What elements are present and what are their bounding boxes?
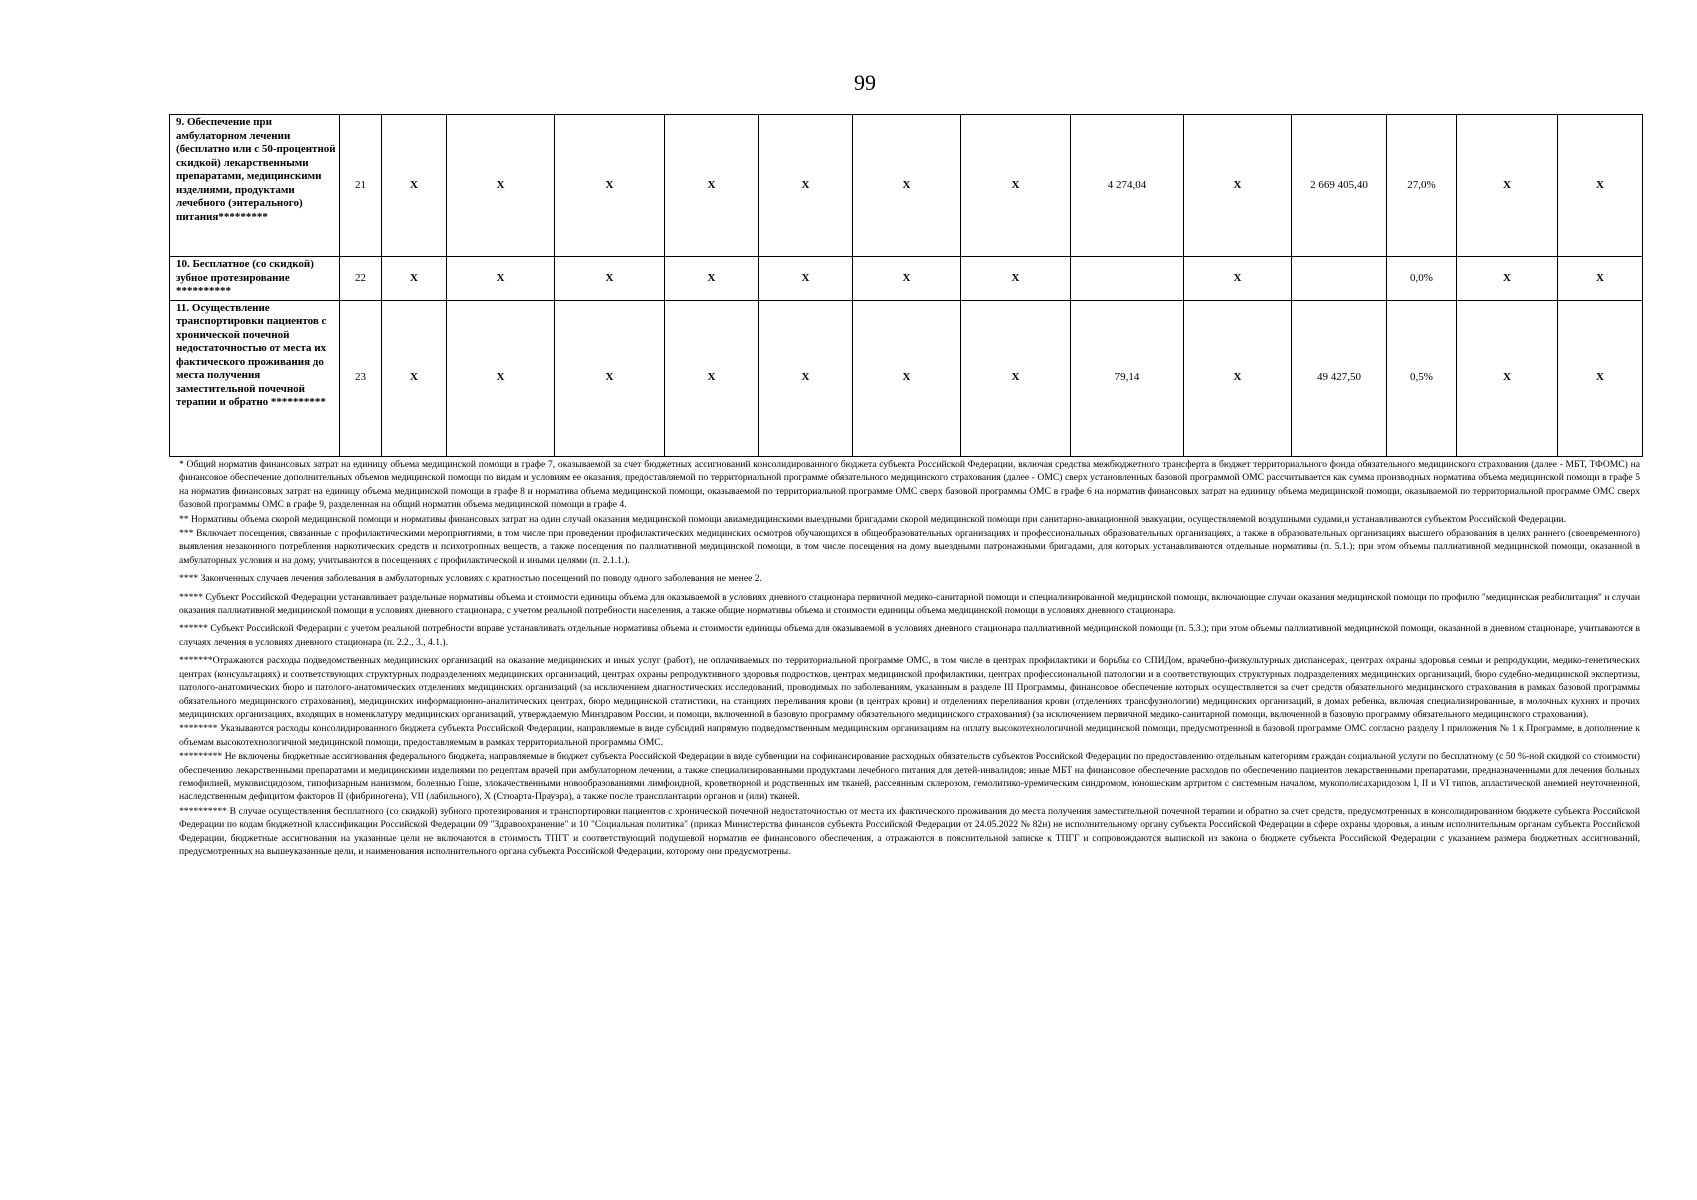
row-number: 21 — [340, 115, 382, 257]
footnote: ** Нормативы объема скорой медицинской помощи и нормативы финансовых затрат на один случай оказания медицинской помощи авиамедицинскими выездными бригадами скорой медицинской помощи при санитарно-авиационной эвакуации, осуществляемой воздушными судами,и устанавливаются субъектом Российской Федерации. — [179, 513, 1567, 525]
row-number: 22 — [340, 257, 382, 301]
table-row — [170, 300, 1643, 456]
table-cell: 0,0% — [1387, 257, 1457, 301]
footnote: ********** В случае осуществления бесплатного (со скидкой) зубного протезирования и транспортировки пациентов с хронической почечной недостаточностью от места их фактического проживания до места получения заместительной почечной терапии и обратно за счет средств, предусмотренных в консолидированном бюджете субъекта Российской Федерации по кодам бюджетной классификации Российской Федерации 09 "Здравоохранение" и 10 "Социальная политика" (приказ Министерства финансов субъекта Российской Федерации от 24.05.2022 № 82н) не исполнительному органу субъекта Российской Федерации в сфере охраны здоровья, а иным исполнительным органам субъекта Российской Федерации, бюджетные ассигнования на указанные цели не включаются в стоимость ТПГГ и соответствующий подушевой норматив ее финансового обеспечения, а отражаются в пояснительной записке к ТПГГ и сопровождаются выпиской из закона о бюджете субъекта Российской Федерации с указанием размера бюджетных ассигнований, предусмотренных на вышеуказанные цели, и наименования исполнительного органа субъекта Российской Федерации, которому они предусмотрены. — [179, 805, 1640, 857]
table-cell: X — [555, 115, 665, 257]
table-cell: X — [961, 115, 1071, 257]
table-cell: X — [759, 257, 853, 301]
table-cell: 4 274,04 — [1071, 115, 1184, 257]
table-cell: X — [382, 257, 447, 301]
table-cell: X — [665, 300, 759, 456]
row-number: 23 — [340, 300, 382, 456]
table-row — [170, 257, 1643, 301]
table-cell: X — [1558, 300, 1643, 456]
table-cell: X — [1558, 115, 1643, 257]
table-cell: X — [759, 300, 853, 456]
footnote: ******** Указываются расходы консолидированного бюджета субъекта Российской Федерации, направляемые в виде субсидий напрямую подведомственным медицинским организациям на оплату высокотехнологичной медицинской помощи, предусмотренной в базовой программе ОМС согласно разделу I приложения № 1 к Программе, в дополнение к объемам высокотехнологичной медицинской помощи, предоставляемым в рамках территориальной программы ОМС. — [179, 723, 1640, 748]
footnote: ***** Субъект Российской Федерации устанавливает раздельные нормативы объема и стоимости единицы объема для оказываемой в условиях дневного стационара первичной медико-санитарной помощи и специализированной медицинской помощи, включающие случаи оказания медицинской помощи по профилю "медицинская реабилитация" и случаи оказания паллиативной медицинской помощи в условиях дневного стационара, с учетом реальной потребности населения, а также общие нормативы объема и стоимости единицы объема медицинской помощи в условиях дневного стационара. — [179, 591, 1640, 617]
row-name: 9. Обеспечение при амбулаторном лечении (бесплатно или с 50-процентной скидкой) лекарственными препаратами, медицинскими изделиями, продуктами лечебного (энтерального) питания********* — [170, 115, 340, 257]
table-cell: 79,14 — [1071, 300, 1184, 456]
table-cell: X — [1184, 257, 1292, 301]
table-cell: X — [853, 300, 961, 456]
normatives-table — [169, 114, 1643, 457]
footnote: *******Отражаются расходы подведомственных медицинских организаций на оказание медицинских и иных услуг (работ), не оплачиваемых по территориальной программе ОМС, в том числе в центрах профилактики и борьбы со СПИДом, врачебно-физкультурных диспансерах, центрах охраны здоровья семьи и репродукции, медико-генетических центрах (консультациях) и соответствующих структурных подразделениях медицинских организаций, центрах охраны репродуктивного здоровья подростков, центрах медицинской профилактики, центрах профессиональной патологии и в соответствующих структурных подразделениях медицинских организаций, бюро судебно-медицинской экспертизы, патолого-анатомических бюро и патолого-анатомических отделениях медицинских организаций (за исключением диагностических исследований, проводимых по заболеваниям, указанным в разделе III Программы, финансовое обеспечение которых осуществляется за счет средств обязательного медицинского страхования в рамках базовой программы обязательного медицинского страхования), медицинских информационно-аналитических центрах, бюро медицинской статистики, на станциях переливания крови (в центрах крови) и отделениях переливания крови (отделениях трансфузиологии) медицинских организаций, в домах ребенка, включая специализированные, в молочных кухнях и прочих медицинских организациях, входящих в номенклатуру медицинских организаций, утверждаемую Минздравом России, и помощи, включенной в базовую программу обязательного медицинского страхования) (за исключением первичной медико-санитарной помощи, включенной в базовую программу обязательного медицинского страхования). — [179, 655, 1640, 720]
table-cell — [1292, 257, 1387, 301]
table-cell: 2 669 405,40 — [1292, 115, 1387, 257]
table-cell — [1071, 257, 1184, 301]
footnote: **** Законченных случаев лечения заболевания в амбулаторных условиях с кратностью посещений по поводу одного заболевания не менее 2. — [179, 573, 762, 585]
table-cell: X — [665, 115, 759, 257]
footnote: *** Включает посещения, связанные с профилактическими мероприятиями, в том числе при проведении профилактических медицинских осмотров обучающихся в общеобразовательных организациях и профессиональных образовательных организациях, а также в образовательных организациях высшего образования в целях раннего (своевременного) выявления незаконного потребления наркотических средств и психотропных веществ, а также посещения по паллиативной медицинской помощи, в том числе посещения на дому выездными патронажными бригадами, для которых устанавливаются отдельные нормативы (п. 5.1.); при этом объемы паллиативной медицинской помощи, оказанной в амбулаторных условия и на дому, учитываются в посещениях с профилактической и иными целями (п. 2.1.1.). — [179, 528, 1640, 566]
table-cell: X — [853, 257, 961, 301]
table-cell: X — [382, 115, 447, 257]
table-cell: X — [1184, 115, 1292, 257]
table-cell: X — [1184, 300, 1292, 456]
row-name: 11. Осуществление транспортировки пациентов с хронической почечной недостаточностью от места их фактического проживания до места получения заместительной почечной терапии и обратно ********** — [170, 300, 340, 456]
table-cell: X — [447, 115, 555, 257]
table-cell: 49 427,50 — [1292, 300, 1387, 456]
table-cell: X — [961, 300, 1071, 456]
table-cell: X — [665, 257, 759, 301]
page-number: 99 — [854, 70, 876, 95]
table-cell: X — [759, 115, 853, 257]
table-cell: 0,5% — [1387, 300, 1457, 456]
table-row — [170, 115, 1643, 257]
table-cell: 27,0% — [1387, 115, 1457, 257]
row-name: 10. Бесплатное (со скидкой) зубное протезирование ********** — [170, 257, 340, 301]
footnote: * Общий норматив финансовых затрат на единицу объема медицинской помощи в графе 7, оказываемой за счет бюджетных ассигнований консолидированного бюджета субъекта Российской Федерации, включая средства межбюджетного трансферта в бюджет территориального фонда обязательного медицинского страхования (далее - МБТ, ТФОМС) на финансовое обеспечение дополнительных объемов медицинской помощи по видам и условиям ее оказания, предоставляемой по территориальной программе обязательного медицинского страхования (далее - ОМС) сверх установленных базовой программой ОМС рассчитывается как сумма производных норматива объема медицинской помощи в графе 5 на норматив финансовых затрат на единицу объема медицинской помощи в графе 8 и норматива объема медицинской помощи, оказываемой по территориальной программе ОМС сверх базовой программы ОМС в графе 6 на норматив финансовых затрат на единицу объема медицинской помощи, оказываемой по территориальной программе ОМС сверх базовой программы ОМС в графе 9, разделенная на общий норматив объема медицинской помощи в графе 4. — [179, 459, 1640, 511]
footnotes — [179, 458, 1640, 859]
table-cell: X — [382, 300, 447, 456]
table-cell: X — [1457, 300, 1558, 456]
table-cell: X — [447, 257, 555, 301]
footnote: ****** Субъект Российской Федерации с учетом реальной потребности вправе устанавливать отдельные нормативы объема и стоимости единицы объема для оказываемой в условиях дневного стационара паллиативной медицинской помощи (п. 5.3.); при этом объемы паллиативной медицинской помощи, оказанной в дневном стационаре, учитываются в случаях лечения в условиях дневного стационара (п. 2.2., 3., 4.1.). — [179, 623, 1640, 648]
table-cell: X — [447, 300, 555, 456]
table-cell: X — [555, 257, 665, 301]
table-cell: X — [961, 257, 1071, 301]
footnote: ********* Не включены бюджетные ассигнования федерального бюджета, направляемые в бюджет субъекта Российской Федерации в виде субвенции на софинансирование расходных обязательств субъектов Российской Федерации по предоставлению отдельным категориям граждан социальной услуги по бесплатному (с 50 %-ной скидкой со стоимости) обеспечению лекарственными препаратами и медицинскими изделиями по рецептам врачей при амбулаторном лечении, а также специализированными продуктами лечебного питания для детей-инвалидов; иные МБТ на финансовое обеспечение расходов по обеспечению пациентов лекарственными препаратами, предназначенными для лечения больных гемофилией, муковисцидозом, гипофизарным нанизмом, болезнью Гоше, злокачественными новообразованиями лимфоидной, кроветворной и родственных им тканей, рассеянным склерозом, гемолитико-уремическим синдромом, юношеским артритом с системным началом, мукополисахаридозом I, II и VI типов, апластической анемией неуточненной, наследственным дефицитом факторов II (фибриногена), VII (лабильного), X (Стюарта-Прауэра), а также после трансплантации органов и (или) тканей. — [179, 751, 1640, 803]
table-cell: X — [853, 115, 961, 257]
table-cell: X — [555, 300, 665, 456]
table-cell: X — [1558, 257, 1643, 301]
table-cell: X — [1457, 257, 1558, 301]
table-cell: X — [1457, 115, 1558, 257]
